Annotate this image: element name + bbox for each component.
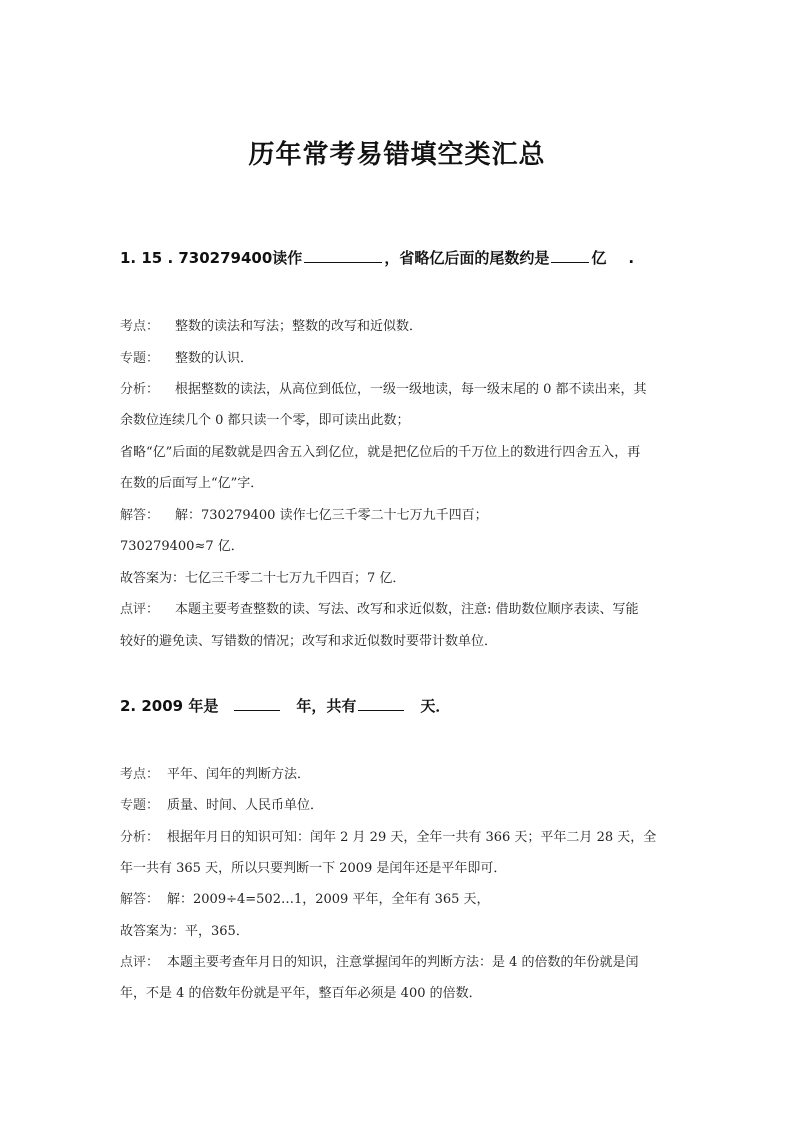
q2-kaodian-row [120,763,680,782]
zhuanti-text: 整数的认识． [175,351,254,366]
jieda-text-2: 730279400≈7 亿． [120,539,244,554]
question-1-text-b: ，省略亿后面的尾数约是 [384,249,550,267]
q2-dianping-text-2: 年，不是 4 的倍数年份就是平年，整百年必须是 400 的倍数． [120,986,482,1001]
dianping-label: 点评： [120,602,160,617]
q2-dianping-row [120,951,680,970]
dianping-text-2: 较好的避免读、写错数的情况；改写和求近似数时要带计数单位． [120,634,498,649]
question-1-text-c: 亿 [591,249,607,267]
fenxi-label: 分析： [120,382,160,397]
q2-fenxi-text-1: 根据年月日的知识可知：闰年 2 月 29 天，全年一共有 366 天；平年二月 28 天，全 [167,830,657,845]
answer-blank-1 [304,248,382,263]
answer-blank-2 [551,248,589,263]
jieda-row [120,504,680,523]
kaodian-row [120,315,680,334]
question-2-text-c: 天． [420,697,451,715]
fenxi-text-4: 在数的后面写上“亿”字． [120,476,264,491]
question-2-text-b: 年，共有 [296,697,357,715]
q2-kaodian-text: 平年、闰年的判断方法． [167,767,311,782]
q2-zhuanti-row [120,794,680,813]
question-2-text-a: 2. 2009 年是 [120,697,219,715]
fenxi-text-2: 余数位连续几个 0 都只读一个零，即可读出此数； [120,413,410,428]
jieda-text-3: 故答案为：七亿三千零二十七万九千四百；7 亿． [120,571,406,586]
zhuanti-row [120,347,680,366]
fenxi-text-1: 根据整数的读法，从高位到低位，一级一级地读，每一级末尾的 0 都不读出来，其 [175,382,647,397]
q2-dianping-text-1: 本题主要考查年月日的知识，注意掌握闰年的判断方法：是 4 的倍数的年份就是闰 [167,955,639,970]
question-2 [120,695,680,716]
fenxi-text-3: 省略“亿”后面的尾数就是四舍五入到亿位，就是把亿位后的千万位上的数进行四舍五入，再 [120,445,641,460]
q2-fenxi-row [120,826,680,845]
jieda-text-1: 解：730279400 读作七亿三千零二十七万九千四百； [175,508,488,523]
page-title: 历年常考易错填空类汇总 [248,140,546,170]
q2-fenxi-text-2: 年一共有 365 天，所以只要判断一下 2009 是闰年还是平年即可． [120,861,507,876]
question-1 [120,247,680,268]
q2-zhuanti-text: 质量、时间、人民币单位． [167,798,324,813]
q2-kaodian-label: 考点： [120,767,160,782]
q2-jieda-text-2: 故答案为：平，365． [120,924,249,939]
q2-fenxi-label: 分析： [120,830,160,845]
question-1-text-a: 1. 15 . 730279400读作 [120,249,303,267]
jieda-label: 解答： [120,508,160,523]
q2-jieda-text-1: 解：2009÷4=502…1，2009 平年，全年有 365 天， [167,892,490,907]
q2-jieda-row [120,888,680,907]
q2-dianping-label: 点评： [120,955,160,970]
fenxi-row [120,378,680,397]
dianping-text-1: 本题主要考查整数的读、写法、改写和求近似数，注意: 借助数位顺序表读、写能 [175,602,639,617]
kaodian-text: 整数的读法和写法；整数的改写和近似数． [175,319,423,334]
answer-blank-4 [358,696,404,711]
question-1-text-d: . [628,249,635,267]
zhuanti-label: 专题： [120,351,160,366]
dianping-row [120,598,680,617]
answer-blank-3 [234,696,280,711]
q2-zhuanti-label: 专题： [120,798,160,813]
q2-jieda-label: 解答： [120,892,160,907]
kaodian-label: 考点： [120,319,160,334]
